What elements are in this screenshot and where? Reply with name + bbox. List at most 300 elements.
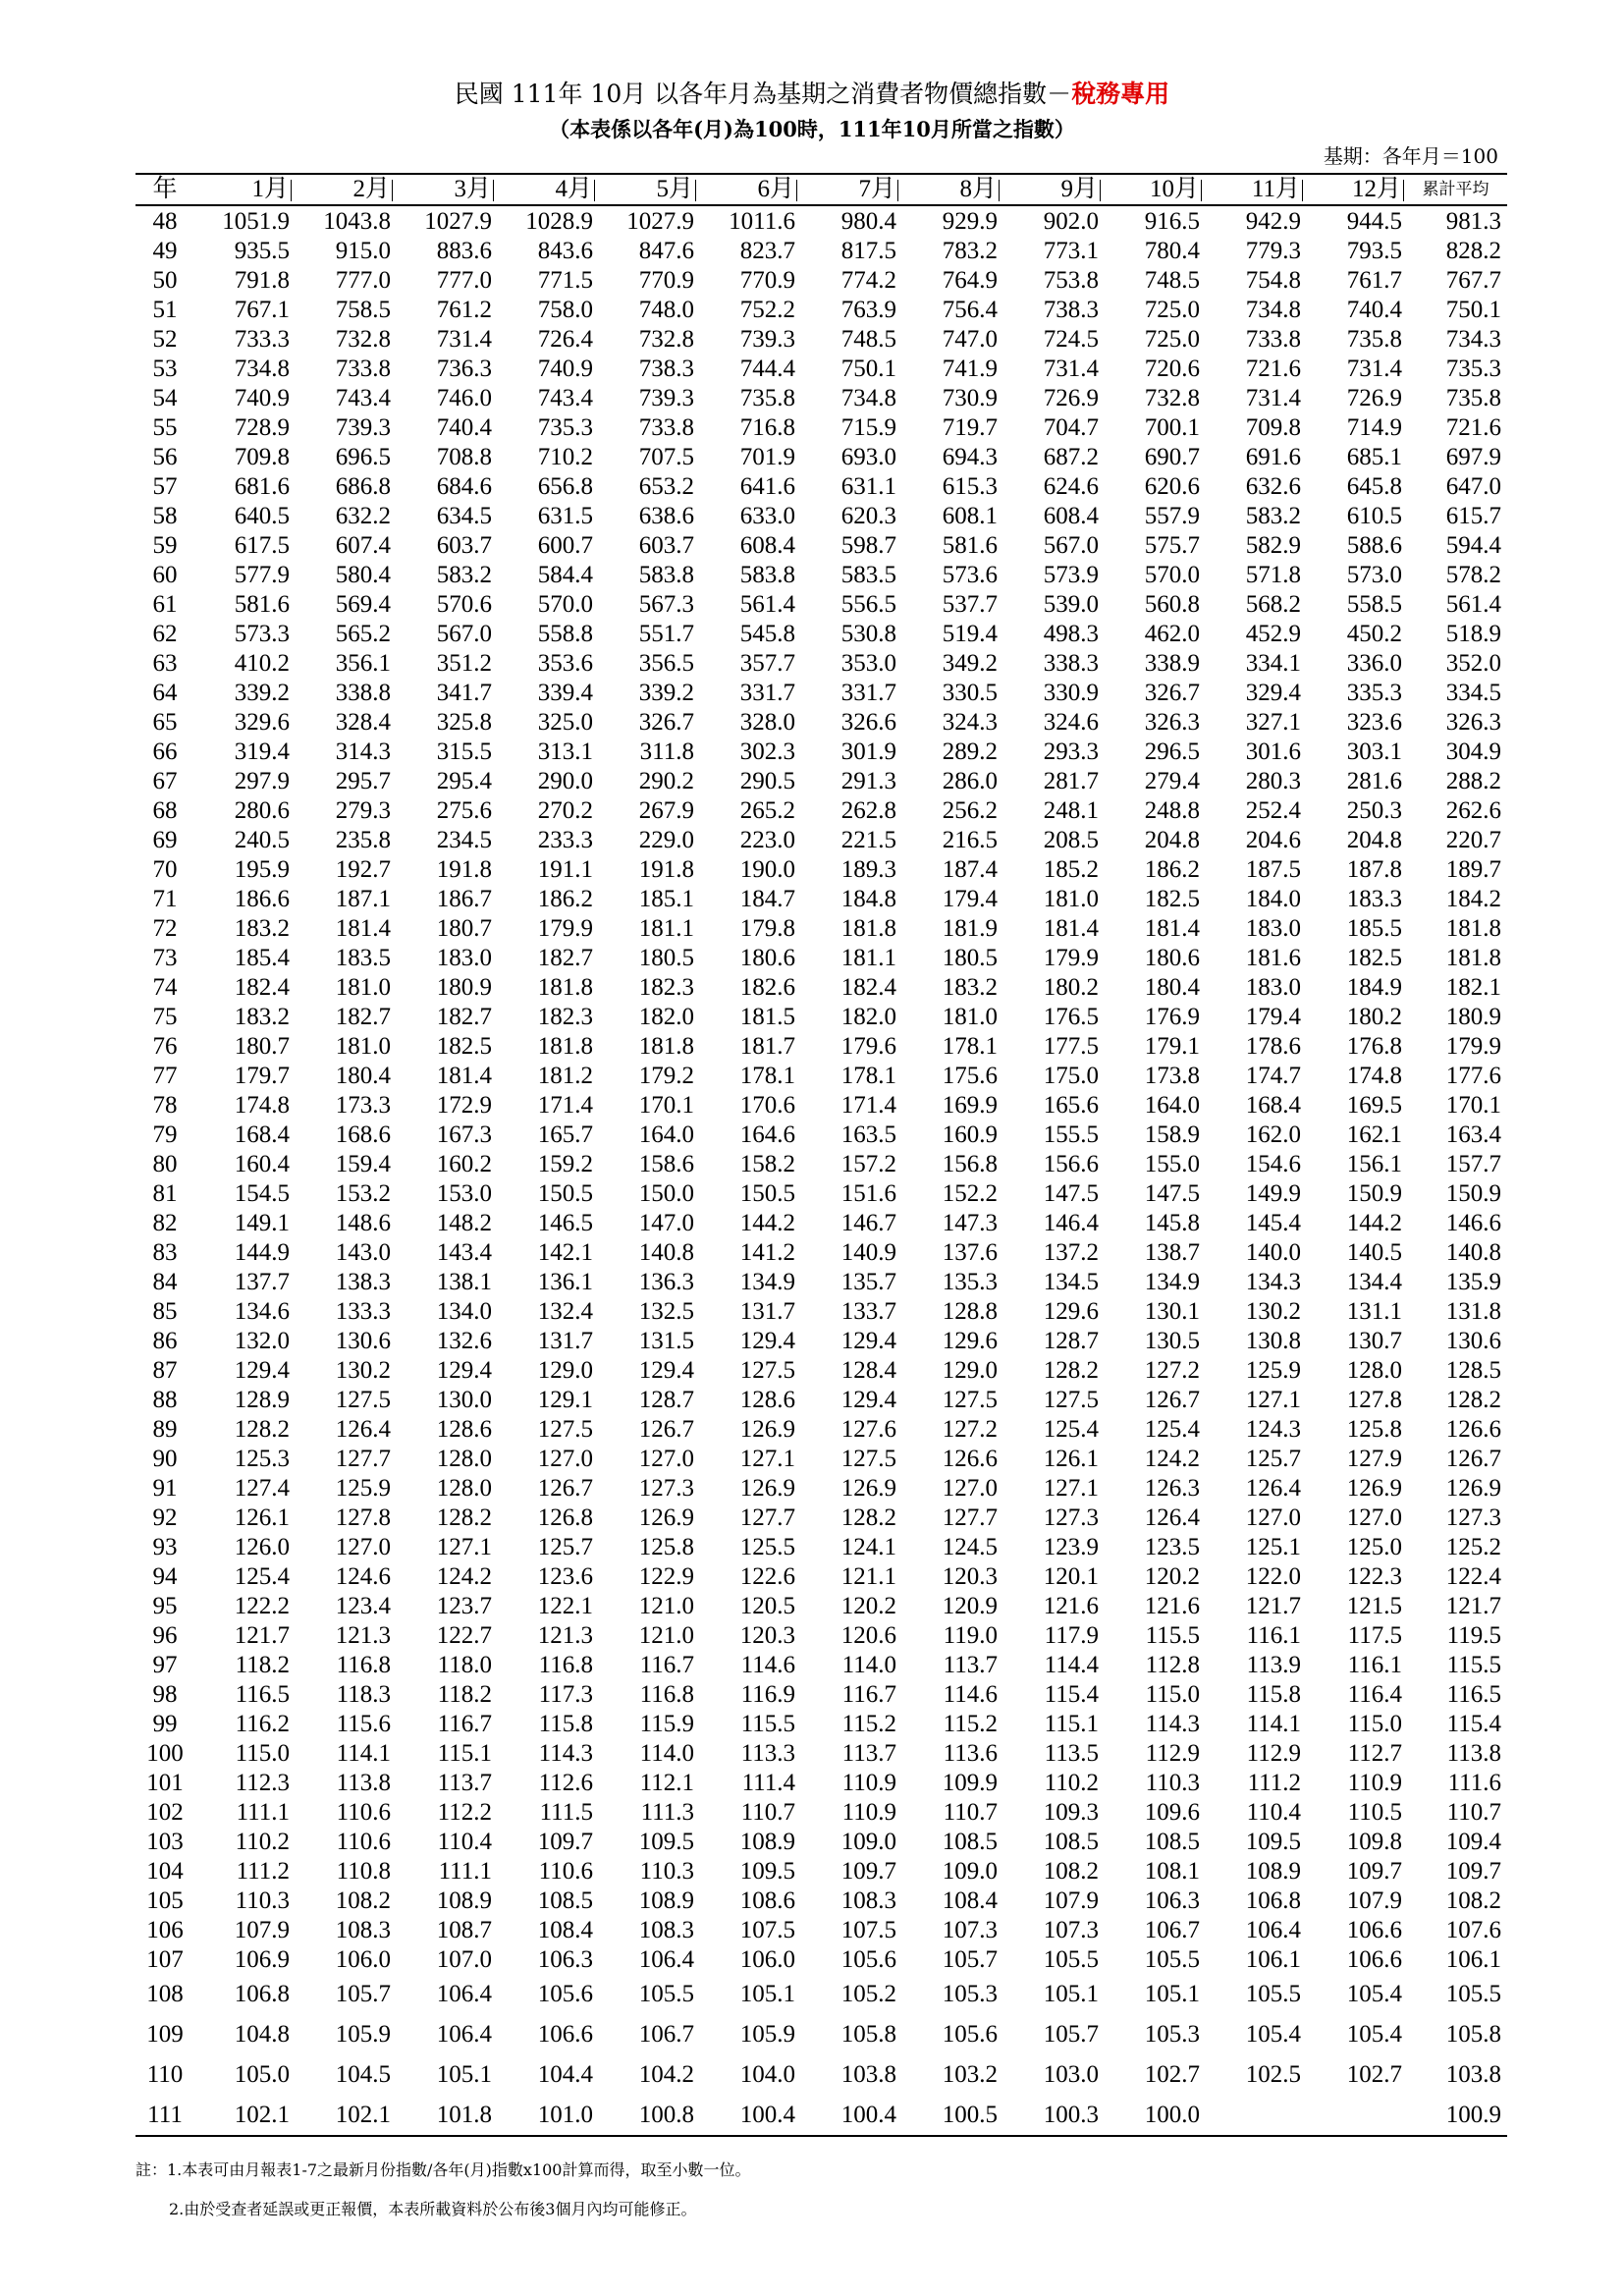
title-main: 民國 111年 10月 以各年月為基期之消費者物價總指數－ [454,80,1072,108]
index-cell: 182.3 [537,1003,593,1030]
index-cell: 537.7 [942,590,998,618]
index-cell: 109.5 [638,1828,694,1855]
index-cell: 110.9 [841,1769,896,1796]
row-year: 62 [152,620,178,647]
row-year: 56 [152,443,178,470]
index-cell: 181.4 [1043,914,1099,942]
index-cell: 577.9 [234,561,290,588]
table-row [135,913,1507,943]
index-cell: 106.7 [1144,1916,1200,1943]
index-cell: 185.5 [1346,914,1402,942]
row-year: 63 [152,649,178,677]
index-cell: 603.7 [436,531,492,559]
index-cell: 339.4 [537,679,593,706]
index-cell: 183.3 [1346,885,1402,912]
index-cell: 617.5 [234,531,290,559]
index-cell: 248.8 [1144,796,1200,824]
index-cell: 151.6 [840,1179,896,1207]
index-cell: 114.1 [336,1739,391,1767]
row-year: 88 [152,1386,178,1413]
index-cell: 121.3 [537,1621,593,1649]
index-cell: 115.1 [437,1739,492,1767]
index-cell: 157.2 [840,1150,896,1177]
row-year: 64 [152,679,178,706]
index-cell: 100.4 [801,2095,902,2136]
index-cell: 184.7 [739,885,795,912]
index-cell: 144.2 [1346,1209,1402,1236]
index-cell: 112.6 [538,1769,593,1796]
index-cell: 296.5 [1144,738,1200,765]
index-cell: 145.8 [1144,1209,1200,1236]
index-cell: 180.5 [942,944,998,971]
index-cell: 744.4 [739,355,795,382]
cpi-table [135,173,1507,2137]
index-cell: 158.9 [1144,1121,1200,1148]
index-cell: 632.6 [1245,472,1301,500]
table-row [135,324,1507,354]
index-cell: 109.3 [1043,1798,1099,1826]
index-cell: 182.7 [537,944,593,971]
index-cell: 105.1 [1144,1981,1200,2007]
index-cell: 279.3 [335,796,391,824]
index-cell: 126.7 [537,1474,593,1502]
row-year: 52 [152,325,178,353]
index-cell: 106.1 [1245,1945,1301,1973]
index-cell: 105.5 [1245,1981,1301,2007]
index-cell: 105.3 [1144,2021,1200,2048]
index-cell: 130.6 [335,1327,391,1354]
index-cell: 105.9 [335,2021,391,2048]
row-year: 48 [152,207,178,235]
table-row [135,1267,1507,1296]
row-year: 89 [152,1415,178,1443]
index-cell: 653.2 [638,472,694,500]
index-cell: 327.1 [1245,708,1301,736]
row-year: 73 [152,944,178,971]
table-row [135,1120,1507,1149]
index-cell: 291.3 [840,767,896,794]
index-cell: 567.3 [638,590,694,618]
table-row [135,1886,1507,1915]
cumulative-average-cell: 105.5 [1445,1981,1501,2007]
index-cell: 123.6 [537,1562,593,1590]
index-cell: 181.0 [942,1003,998,1030]
index-cell: 103.2 [942,2061,998,2088]
index-cell: 115.2 [943,1710,998,1737]
index-cell: 353.6 [537,649,593,677]
index-cell: 280.6 [234,796,290,824]
index-cell: 125.9 [335,1474,391,1502]
index-cell: 290.0 [537,767,593,794]
index-cell: 779.3 [1245,237,1301,264]
index-cell: 158.6 [638,1150,694,1177]
index-cell: 118.0 [437,1651,492,1678]
index-cell: 634.5 [436,502,492,529]
index-cell: 128.0 [436,1445,492,1472]
cumulative-average-cell: 113.8 [1446,1739,1501,1767]
index-cell: 289.2 [942,738,998,765]
index-cell: 180.2 [1346,1003,1402,1030]
index-cell: 108.4 [942,1886,998,1914]
index-cell: 752.2 [739,296,795,323]
index-cell: 164.6 [739,1121,795,1148]
index-cell: 130.8 [1245,1327,1301,1354]
index-cell: 770.9 [638,266,694,294]
index-cell: 123.4 [335,1592,391,1619]
index-cell: 690.7 [1144,443,1200,470]
table-row [135,501,1507,530]
index-cell: 1051.9 [222,207,290,235]
index-cell: 124.6 [335,1562,391,1590]
cumulative-average-cell: 189.7 [1445,855,1501,883]
index-cell: 105.5 [638,1981,694,2007]
index-cell: 105.7 [1043,2021,1099,2048]
index-cell: 114.0 [639,1739,694,1767]
index-cell: 182.5 [1346,944,1402,971]
index-cell: 328.4 [335,708,391,736]
index-cell: 182.7 [335,1003,391,1030]
index-cell: 102.7 [1144,2061,1200,2088]
index-cell: 191.1 [537,855,593,883]
index-cell: 303.1 [1346,738,1402,765]
index-cell: 741.9 [942,355,998,382]
index-cell: 129.4 [840,1327,896,1354]
index-cell: 102.7 [1346,2061,1402,2088]
index-cell: 191.8 [436,855,492,883]
cumulative-average-cell: 518.9 [1445,620,1501,647]
table-row [135,1650,1507,1679]
index-cell: 329.4 [1245,679,1301,706]
index-cell: 725.0 [1144,325,1200,353]
index-cell: 121.0 [638,1592,694,1619]
index-cell: 106.6 [1346,1916,1402,1943]
index-cell: 823.7 [739,237,795,264]
index-cell: 735.8 [1346,325,1402,353]
index-cell: 583.8 [638,561,694,588]
base-period-label: 基期：各年月＝100 [1323,144,1498,168]
index-cell: 724.5 [1043,325,1099,353]
index-cell: 185.2 [1043,855,1099,883]
index-cell: 128.7 [1043,1327,1099,1354]
index-cell: 126.3 [1144,1474,1200,1502]
index-cell: 178.6 [1245,1032,1301,1060]
table-row [135,412,1507,442]
cumulative-average-cell: 140.8 [1445,1238,1501,1266]
index-cell: 134.6 [234,1297,290,1325]
index-cell: 128.0 [436,1474,492,1502]
title-tax-use: 稅務專用 [1071,80,1170,108]
index-cell: 326.7 [1144,679,1200,706]
cumulative-average-cell: 126.6 [1445,1415,1501,1443]
index-cell: 328.0 [739,708,795,736]
index-cell: 740.9 [234,384,290,411]
index-cell: 181.0 [335,1032,391,1060]
row-year: 51 [152,296,178,323]
index-cell: 121.0 [638,1621,694,1649]
row-year: 49 [152,237,178,264]
row-year: 58 [152,502,178,529]
cumulative-average-cell: 131.8 [1445,1297,1501,1325]
index-cell: 216.5 [942,826,998,853]
index-cell: 281.6 [1346,767,1402,794]
index-cell: 124.5 [942,1533,998,1560]
cumulative-average-cell: 697.9 [1445,443,1501,470]
index-cell: 131.5 [638,1327,694,1354]
index-cell: 450.2 [1346,620,1402,647]
index-cell: 104.0 [739,2061,795,2088]
index-cell: 125.1 [1245,1533,1301,1560]
index-cell: 709.8 [234,443,290,470]
index-cell: 109.7 [1346,1857,1402,1885]
index-cell: 620.6 [1144,472,1200,500]
index-cell: 127.7 [942,1503,998,1531]
index-cell: 113.3 [740,1739,795,1767]
cumulative-average-cell: 750.1 [1445,296,1501,323]
index-cell: 105.7 [942,1945,998,1973]
index-cell: 710.2 [537,443,593,470]
index-cell: 127.0 [942,1474,998,1502]
index-cell: 125.7 [537,1533,593,1560]
index-cell: 127.3 [1043,1503,1099,1531]
index-cell: 167.3 [436,1121,492,1148]
index-cell: 330.9 [1043,679,1099,706]
index-cell: 100.8 [599,2095,700,2136]
index-cell: 110.4 [1246,1798,1301,1826]
index-cell: 128.6 [739,1386,795,1413]
index-cell: 883.6 [436,237,492,264]
index-cell: 110.6 [336,1798,391,1826]
index-cell: 106.4 [436,2021,492,2048]
index-cell: 656.8 [537,472,593,500]
index-cell: 110.2 [235,1828,290,1855]
index-cell: 570.0 [1144,561,1200,588]
index-cell: 195.9 [234,855,290,883]
index-cell: 126.8 [537,1503,593,1531]
cumulative-average-cell: 179.9 [1445,1032,1501,1060]
index-cell: 107.0 [436,1945,492,1973]
table-row [135,1031,1507,1061]
index-cell: 105.1 [1043,1981,1099,2007]
index-cell: 174.8 [234,1091,290,1119]
index-cell: 731.4 [436,325,492,353]
index-cell: 607.4 [335,531,391,559]
row-year: 53 [152,355,178,382]
index-cell: 187.1 [335,885,391,912]
index-cell: 127.1 [739,1445,795,1472]
index-cell: 740.9 [537,355,593,382]
index-cell: 115.9 [639,1710,694,1737]
index-cell: 150.5 [537,1179,593,1207]
index-cell: 356.5 [638,649,694,677]
table-row [135,236,1507,265]
column-header-month: 5月 [599,174,700,205]
cumulative-average-cell: 100.9 [1408,2095,1507,2136]
table-row [135,1503,1507,1532]
index-cell: 110.7 [943,1798,998,1826]
table-row [135,530,1507,560]
index-cell: 180.4 [1144,973,1200,1001]
index-cell: 764.9 [942,266,998,294]
index-cell: 127.9 [1346,1445,1402,1472]
column-header-average: 累計平均 [1408,174,1507,205]
index-cell: 275.6 [436,796,492,824]
index-cell: 165.6 [1043,1091,1099,1119]
index-cell: 178.1 [942,1032,998,1060]
index-cell: 731.4 [1043,355,1099,382]
index-cell: 142.1 [537,1238,593,1266]
index-cell: 111.5 [539,1798,593,1826]
table-row [135,1797,1507,1827]
cumulative-average-cell: 122.4 [1445,1562,1501,1590]
index-cell: 129.0 [537,1356,593,1384]
table-row [135,1679,1507,1709]
index-cell: 106.7 [638,2021,694,2048]
index-cell: 575.7 [1144,531,1200,559]
table-row [135,2054,1507,2095]
index-cell: 120.2 [1144,1562,1200,1590]
index-cell: 105.6 [942,2021,998,2048]
index-cell: 113.5 [1044,1739,1099,1767]
index-cell: 180.6 [739,944,795,971]
index-cell: 286.0 [942,767,998,794]
index-cell: 640.5 [234,502,290,529]
index-cell: 120.6 [840,1621,896,1649]
index-cell: 129.6 [942,1327,998,1354]
index-cell: 561.4 [739,590,795,618]
index-cell: 176.8 [1346,1032,1402,1060]
index-cell: 125.5 [739,1533,795,1560]
index-cell: 154.6 [1245,1150,1301,1177]
index-cell: 707.5 [638,443,694,470]
row-year: 61 [152,590,178,618]
index-cell: 817.5 [840,237,896,264]
index-cell: 135.3 [942,1268,998,1295]
row-year: 75 [152,1003,178,1030]
index-cell: 902.0 [1043,207,1099,235]
cumulative-average-cell: 127.3 [1445,1503,1501,1531]
index-cell: 145.4 [1245,1209,1301,1236]
index-cell: 124.2 [436,1562,492,1590]
index-cell: 156.8 [942,1150,998,1177]
index-cell: 186.2 [537,885,593,912]
index-cell: 126.1 [1043,1445,1099,1472]
index-cell: 147.5 [1144,1179,1200,1207]
cumulative-average-cell: 126.7 [1445,1445,1501,1472]
index-cell: 109.9 [942,1769,998,1796]
index-cell: 1027.9 [626,207,694,235]
index-cell: 160.9 [942,1121,998,1148]
index-cell: 610.5 [1346,502,1402,529]
index-cell: 1043.8 [323,207,391,235]
index-cell: 107.3 [942,1916,998,1943]
index-cell: 121.6 [1043,1592,1099,1619]
table-row [135,383,1507,412]
index-cell: 127.8 [335,1503,391,1531]
table-row [135,1738,1507,1768]
row-year: 84 [152,1268,178,1295]
index-cell: 154.5 [234,1179,290,1207]
index-cell: 106.9 [234,1945,290,1973]
index-cell: 180.4 [335,1062,391,1089]
index-cell: 280.3 [1245,767,1301,794]
index-cell: 105.4 [1346,1981,1402,2007]
index-cell: 181.0 [335,973,391,1001]
index-cell: 126.1 [234,1503,290,1531]
row-year: 92 [152,1503,178,1531]
row-year: 76 [152,1032,178,1060]
index-cell: 700.1 [1144,413,1200,441]
cumulative-average-cell: 594.4 [1445,531,1501,559]
index-cell: 681.6 [234,472,290,500]
index-cell: 126.7 [638,1415,694,1443]
index-cell: 150.5 [739,1179,795,1207]
row-year: 111 [135,2095,194,2136]
index-cell: 178.1 [739,1062,795,1089]
index-cell: 144.9 [234,1238,290,1266]
index-cell: 734.8 [840,384,896,411]
index-cell: 181.5 [739,1003,795,1030]
index-cell: 171.4 [537,1091,593,1119]
index-cell: 104.2 [638,2061,694,2088]
index-cell: 750.1 [840,355,896,382]
index-cell: 324.3 [942,708,998,736]
cumulative-average-cell: 981.3 [1445,207,1501,235]
cumulative-average-cell: 170.1 [1445,1091,1501,1119]
index-cell: 747.0 [942,325,998,353]
index-cell: 127.2 [942,1415,998,1443]
index-cell: 620.3 [840,502,896,529]
index-cell: 336.0 [1346,649,1402,677]
table-row [135,1444,1507,1473]
index-cell: 127.0 [335,1533,391,1560]
index-cell: 687.2 [1043,443,1099,470]
index-cell: 108.5 [942,1828,998,1855]
cumulative-average-cell: 220.7 [1445,826,1501,853]
table-row [135,1709,1507,1738]
index-cell: 111.1 [438,1857,492,1885]
index-cell: 102.1 [296,2095,397,2136]
table-row [135,1827,1507,1856]
index-cell: 181.4 [1144,914,1200,942]
index-cell: 117.3 [538,1680,593,1708]
index-cell: 567.0 [1043,531,1099,559]
index-cell: 735.3 [537,413,593,441]
index-cell: 101.8 [397,2095,498,2136]
index-cell: 169.5 [1346,1091,1402,1119]
table-row [135,2095,1507,2136]
index-cell: 583.2 [1245,502,1301,529]
index-cell: 113.8 [336,1769,391,1796]
row-year: 97 [152,1651,178,1678]
index-cell: 105.4 [1245,2021,1301,2048]
index-cell: 116.7 [639,1651,694,1678]
index-cell: 645.8 [1346,472,1402,500]
index-cell: 111.4 [741,1769,795,1796]
page-subtitle: （本表係以各年(月)為100時，111年10月所當之指數） [549,117,1075,141]
index-cell: 748.5 [1144,266,1200,294]
index-cell: 143.0 [335,1238,391,1266]
table-header-row [135,174,1507,205]
index-cell: 773.1 [1043,237,1099,264]
index-cell: 115.0 [235,1739,290,1767]
index-cell: 121.7 [1245,1592,1301,1619]
index-cell: 175.0 [1043,1062,1099,1089]
cumulative-average-cell: 109.4 [1445,1828,1501,1855]
cumulative-average-cell: 262.6 [1445,796,1501,824]
index-cell: 121.1 [840,1562,896,1590]
row-year: 81 [152,1179,178,1207]
index-cell: 696.5 [335,443,391,470]
